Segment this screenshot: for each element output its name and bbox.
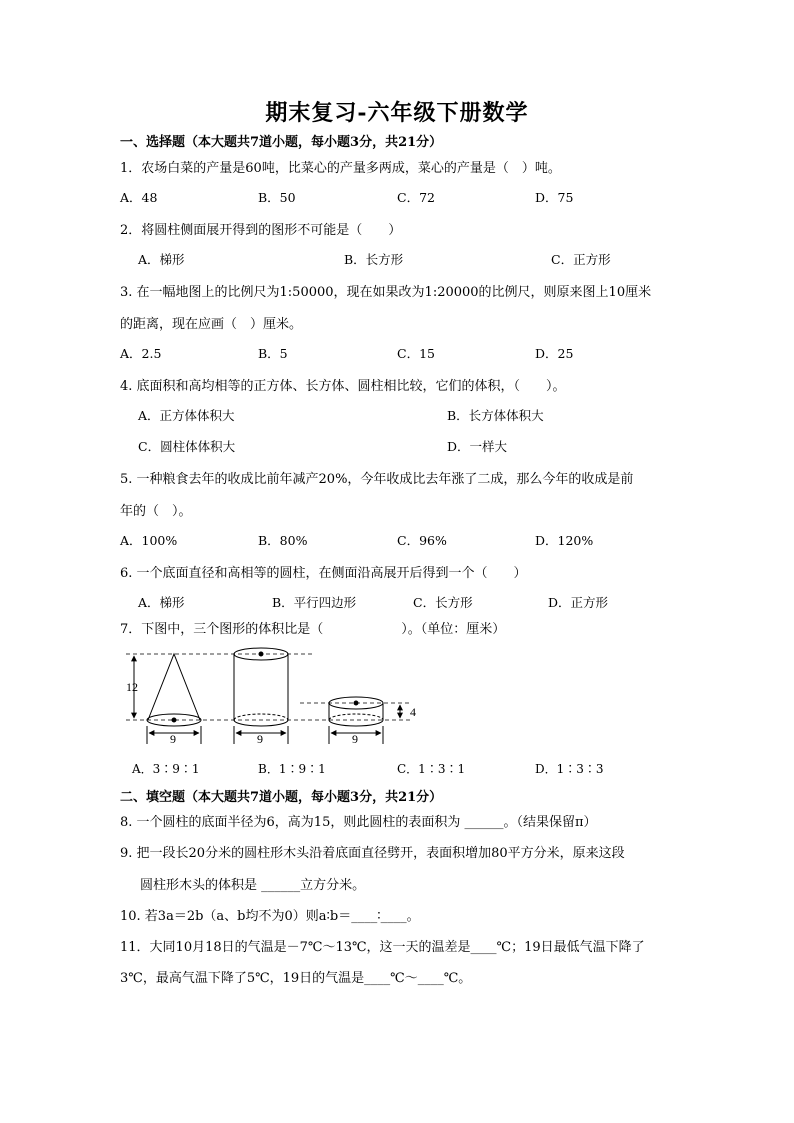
question-11-line1: 11．大同10月18日的气温是－7℃～13℃，这一天的温差是____℃；19日最低气温下降了: [120, 940, 645, 955]
short-cylinder-height-label: 4: [410, 705, 416, 719]
question-4-option-d[interactable]: D．一样大: [447, 439, 508, 454]
question-3-stem-line2: 的距离，现在应画（ ）厘米。: [120, 317, 303, 332]
question-11-line2: 3℃，最高气温下降了5℃，19日的气温是____℃～____℃。: [120, 971, 472, 986]
question-6-option-c[interactable]: C．长方形: [413, 595, 473, 610]
tall-cylinder-diameter-label: 9: [257, 732, 263, 746]
question-6-option-d[interactable]: D．正方形: [548, 595, 609, 610]
question-4-option-c[interactable]: C．圆柱体体积大: [138, 439, 236, 454]
question-4-option-b[interactable]: B．长方体体积大: [447, 408, 544, 423]
question-6-stem: 6. 一个底面直径和高相等的圆柱，在侧面沿高展开后得到一个（ ）: [120, 566, 527, 581]
short-cylinder-shape: [329, 697, 383, 726]
question-6-option-b[interactable]: B．平行四边形: [272, 595, 357, 610]
question-2-stem: 2．将圆柱侧面展开得到的图形不可能是（ ）: [120, 223, 402, 238]
question-1-option-a[interactable]: A．48: [120, 190, 158, 205]
page-title: 期末复习-六年级下册数学: [265, 100, 529, 126]
question-2-option-a[interactable]: A．梯形: [138, 252, 185, 267]
cone-height-label: 12: [126, 680, 138, 694]
question-7-stem: 7．下图中，三个图形的体积比是（ ）。（单位：厘米）: [120, 622, 506, 637]
short-cylinder-diameter-label: 9: [352, 732, 358, 746]
question-5-option-d[interactable]: D．120%: [535, 533, 594, 548]
question-5-option-a[interactable]: A．100%: [120, 533, 178, 548]
question-7-option-d[interactable]: D．1∶3∶3: [535, 762, 604, 776]
question-7-option-c[interactable]: C．1∶3∶1: [397, 762, 466, 776]
question-5-stem-line1: 5. 一种粮食去年的收成比前年减产20%，今年收成比去年涨了二成，那么今年的收成是前: [120, 472, 634, 487]
question-4-stem: 4. 底面积和高均相等的正方体、长方体、圆柱相比较，它们的体积，（ ）。: [120, 379, 566, 394]
question-1-option-d[interactable]: D．75: [535, 190, 574, 205]
question-6-option-a[interactable]: A．梯形: [138, 595, 185, 610]
question-5-stem-line2: 年的（ ）。: [120, 504, 192, 519]
question-7-option-a[interactable]: A．3∶9∶1: [132, 762, 200, 776]
question-9-line2: 圆柱形木头的体积是 ______立方分米。: [140, 878, 366, 893]
question-3-option-d[interactable]: D．25: [535, 346, 574, 361]
question-10-text: 10. 若3a＝2b（a、b均不为0）则a∶b＝____∶____。: [120, 909, 420, 924]
question-3-stem-line1: 3. 在一幅地图上的比例尺为1:50000，现在如果改为1:20000的比例尺，则原来图上10厘米: [120, 285, 652, 300]
cone-shape: [147, 654, 201, 726]
question-7-figure: [120, 644, 420, 749]
question-5-option-c[interactable]: C．96%: [397, 533, 447, 548]
tall-cylinder-shape: [234, 648, 288, 726]
cone-diameter-label: 9: [170, 732, 176, 746]
question-2-option-b[interactable]: B．长方形: [344, 252, 404, 267]
question-7-option-b[interactable]: B．1∶9∶1: [258, 762, 326, 776]
question-3-option-b[interactable]: B．5: [258, 346, 288, 361]
question-9-line1: 9. 把一段长20分米的圆柱形木头沿着底面直径劈开，表面积增加80平方分米，原来这段: [120, 846, 625, 861]
question-1-stem: 1．农场白菜的产量是60吨，比菜心的产量多两成，菜心的产量是（ ）吨。: [120, 161, 561, 176]
question-2-option-c[interactable]: C．正方形: [551, 252, 611, 267]
question-5-option-b[interactable]: B．80%: [258, 533, 308, 548]
section-heading-choice: 一、选择题（本大题共7道小题，每小题3分，共21分）: [120, 135, 443, 150]
question-1-option-c[interactable]: C．72: [397, 190, 435, 205]
section-heading-fill-in: 二、填空题（本大题共7道小题，每小题3分，共21分）: [120, 790, 443, 805]
question-3-option-a[interactable]: A．2.5: [120, 346, 162, 361]
question-4-option-a[interactable]: A．正方体体积大: [138, 408, 235, 423]
question-1-option-b[interactable]: B．50: [258, 190, 296, 205]
question-3-option-c[interactable]: C．15: [397, 346, 435, 361]
question-8-text: 8. 一个圆柱的底面半径为6，高为15，则此圆柱的表面积为 ______。（结果保留π）: [120, 815, 597, 830]
